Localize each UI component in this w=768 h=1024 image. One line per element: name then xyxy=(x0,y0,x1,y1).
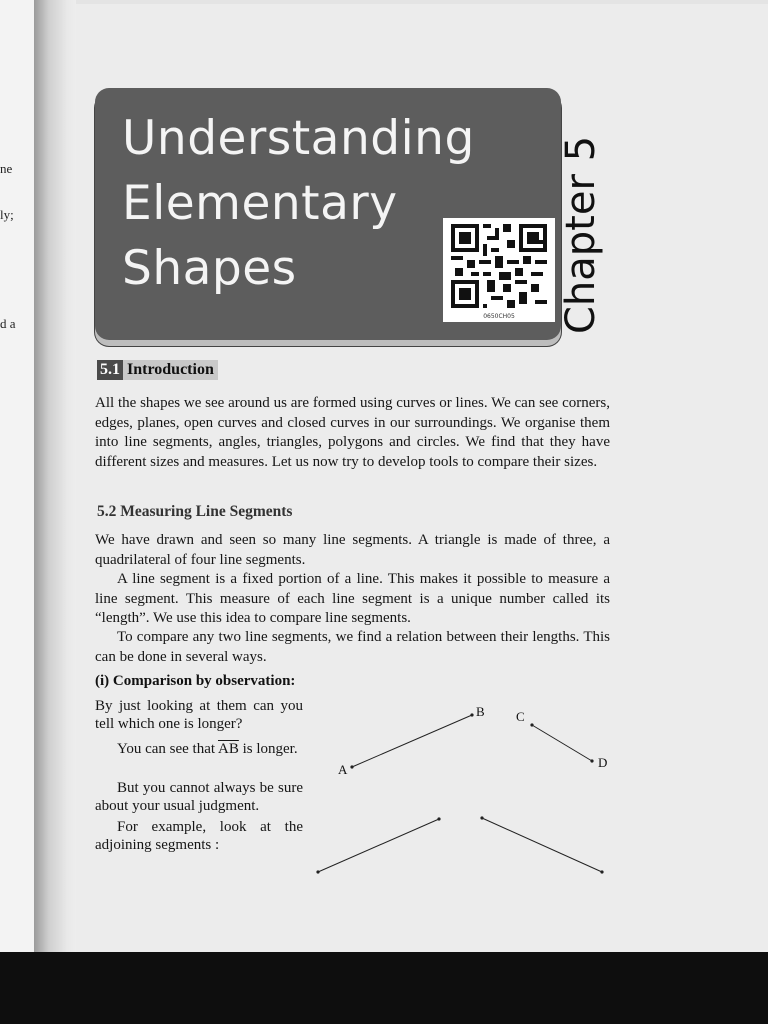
segment-left-endpoint xyxy=(316,870,319,873)
observation-text-2b: is longer. xyxy=(242,741,298,757)
line-segments-figure xyxy=(300,690,620,880)
intro-paragraph: All the shapes we see around us are formed using curves or lines. We can see corners, edges, planes, open curves and closed curves in our surroundings. We organise them into line segments, angles, triangles, polygons and circles. We find that they have different sizes and measures. Let us now try to develop tools to compare their sizes. xyxy=(95,395,610,470)
segment-right-endpoint xyxy=(480,816,483,819)
section-heading-measuring: 5.2 Measuring Line Segments xyxy=(97,503,293,520)
measuring-paragraph-3 xyxy=(95,628,610,667)
segment-left-endpoint xyxy=(437,817,440,820)
observation-text-3 xyxy=(95,779,303,815)
observation-text-3-body: But you cannot always be sure about your usual judgment. xyxy=(95,780,303,814)
observation-text-4-body: For example, look at the adjoining segments : xyxy=(95,819,303,853)
title-line: Elementary xyxy=(122,176,398,231)
title-line: Understanding xyxy=(122,111,475,166)
scan-bottom-border xyxy=(0,952,768,1024)
point-c xyxy=(530,723,533,726)
qr-icon xyxy=(451,224,547,308)
observation-heading: (i) Comparison by observation: xyxy=(95,673,296,689)
observation-text-4 xyxy=(95,818,303,854)
observation-text-2 xyxy=(95,740,303,758)
segment-ab-notation: $\overline{AB}$ xyxy=(217,741,239,757)
chapter-number: Chapter 5 xyxy=(558,135,604,334)
segment-ab xyxy=(352,715,472,767)
measuring-paragraph-2 xyxy=(95,570,610,629)
measuring-paragraph-1: We have drawn and seen so many line segments. A triangle is made of three, a quadrilateral of four line segments. xyxy=(95,532,610,568)
title-line: Shapes xyxy=(122,241,297,296)
label-d: D xyxy=(598,755,608,770)
book-spine xyxy=(34,0,76,958)
section-title: Introduction xyxy=(123,360,218,380)
observation-text-1: By just looking at them can you tell which one is longer? xyxy=(95,698,303,732)
label-c: C xyxy=(516,709,525,724)
qr-caption: 0650CH05 xyxy=(483,313,515,320)
point-a xyxy=(350,765,353,768)
label-b: B xyxy=(476,704,485,719)
chapter-label-wrap xyxy=(556,135,606,340)
measuring-paragraph-2-text: A line segment is a fixed portion of a line. This makes it possible to measure a line segment. This measure of each line segment is a unique number called its “length”. We use this idea to compare line segments. xyxy=(95,571,610,626)
section-number: 5.1 xyxy=(97,360,123,380)
segment-right xyxy=(482,818,602,872)
page-fragment: ne xyxy=(0,161,13,176)
segment-left xyxy=(318,819,439,872)
point-d xyxy=(590,759,593,762)
segment-right-endpoint xyxy=(600,870,603,873)
measuring-paragraph-3-text: To compare any two line segments, we find a relation between their lengths. This can be done in several ways. xyxy=(95,629,610,665)
point-b xyxy=(470,713,473,716)
label-a: A xyxy=(338,762,348,777)
page-fragment: d a xyxy=(0,316,16,331)
chapter-title xyxy=(122,106,475,301)
segment-cd xyxy=(532,725,592,761)
page-fragment: ly; xyxy=(0,207,14,222)
qr-code[interactable] xyxy=(443,218,555,322)
section-heading-introduction xyxy=(97,359,218,381)
observation-text-2a: You can see that xyxy=(117,741,216,757)
